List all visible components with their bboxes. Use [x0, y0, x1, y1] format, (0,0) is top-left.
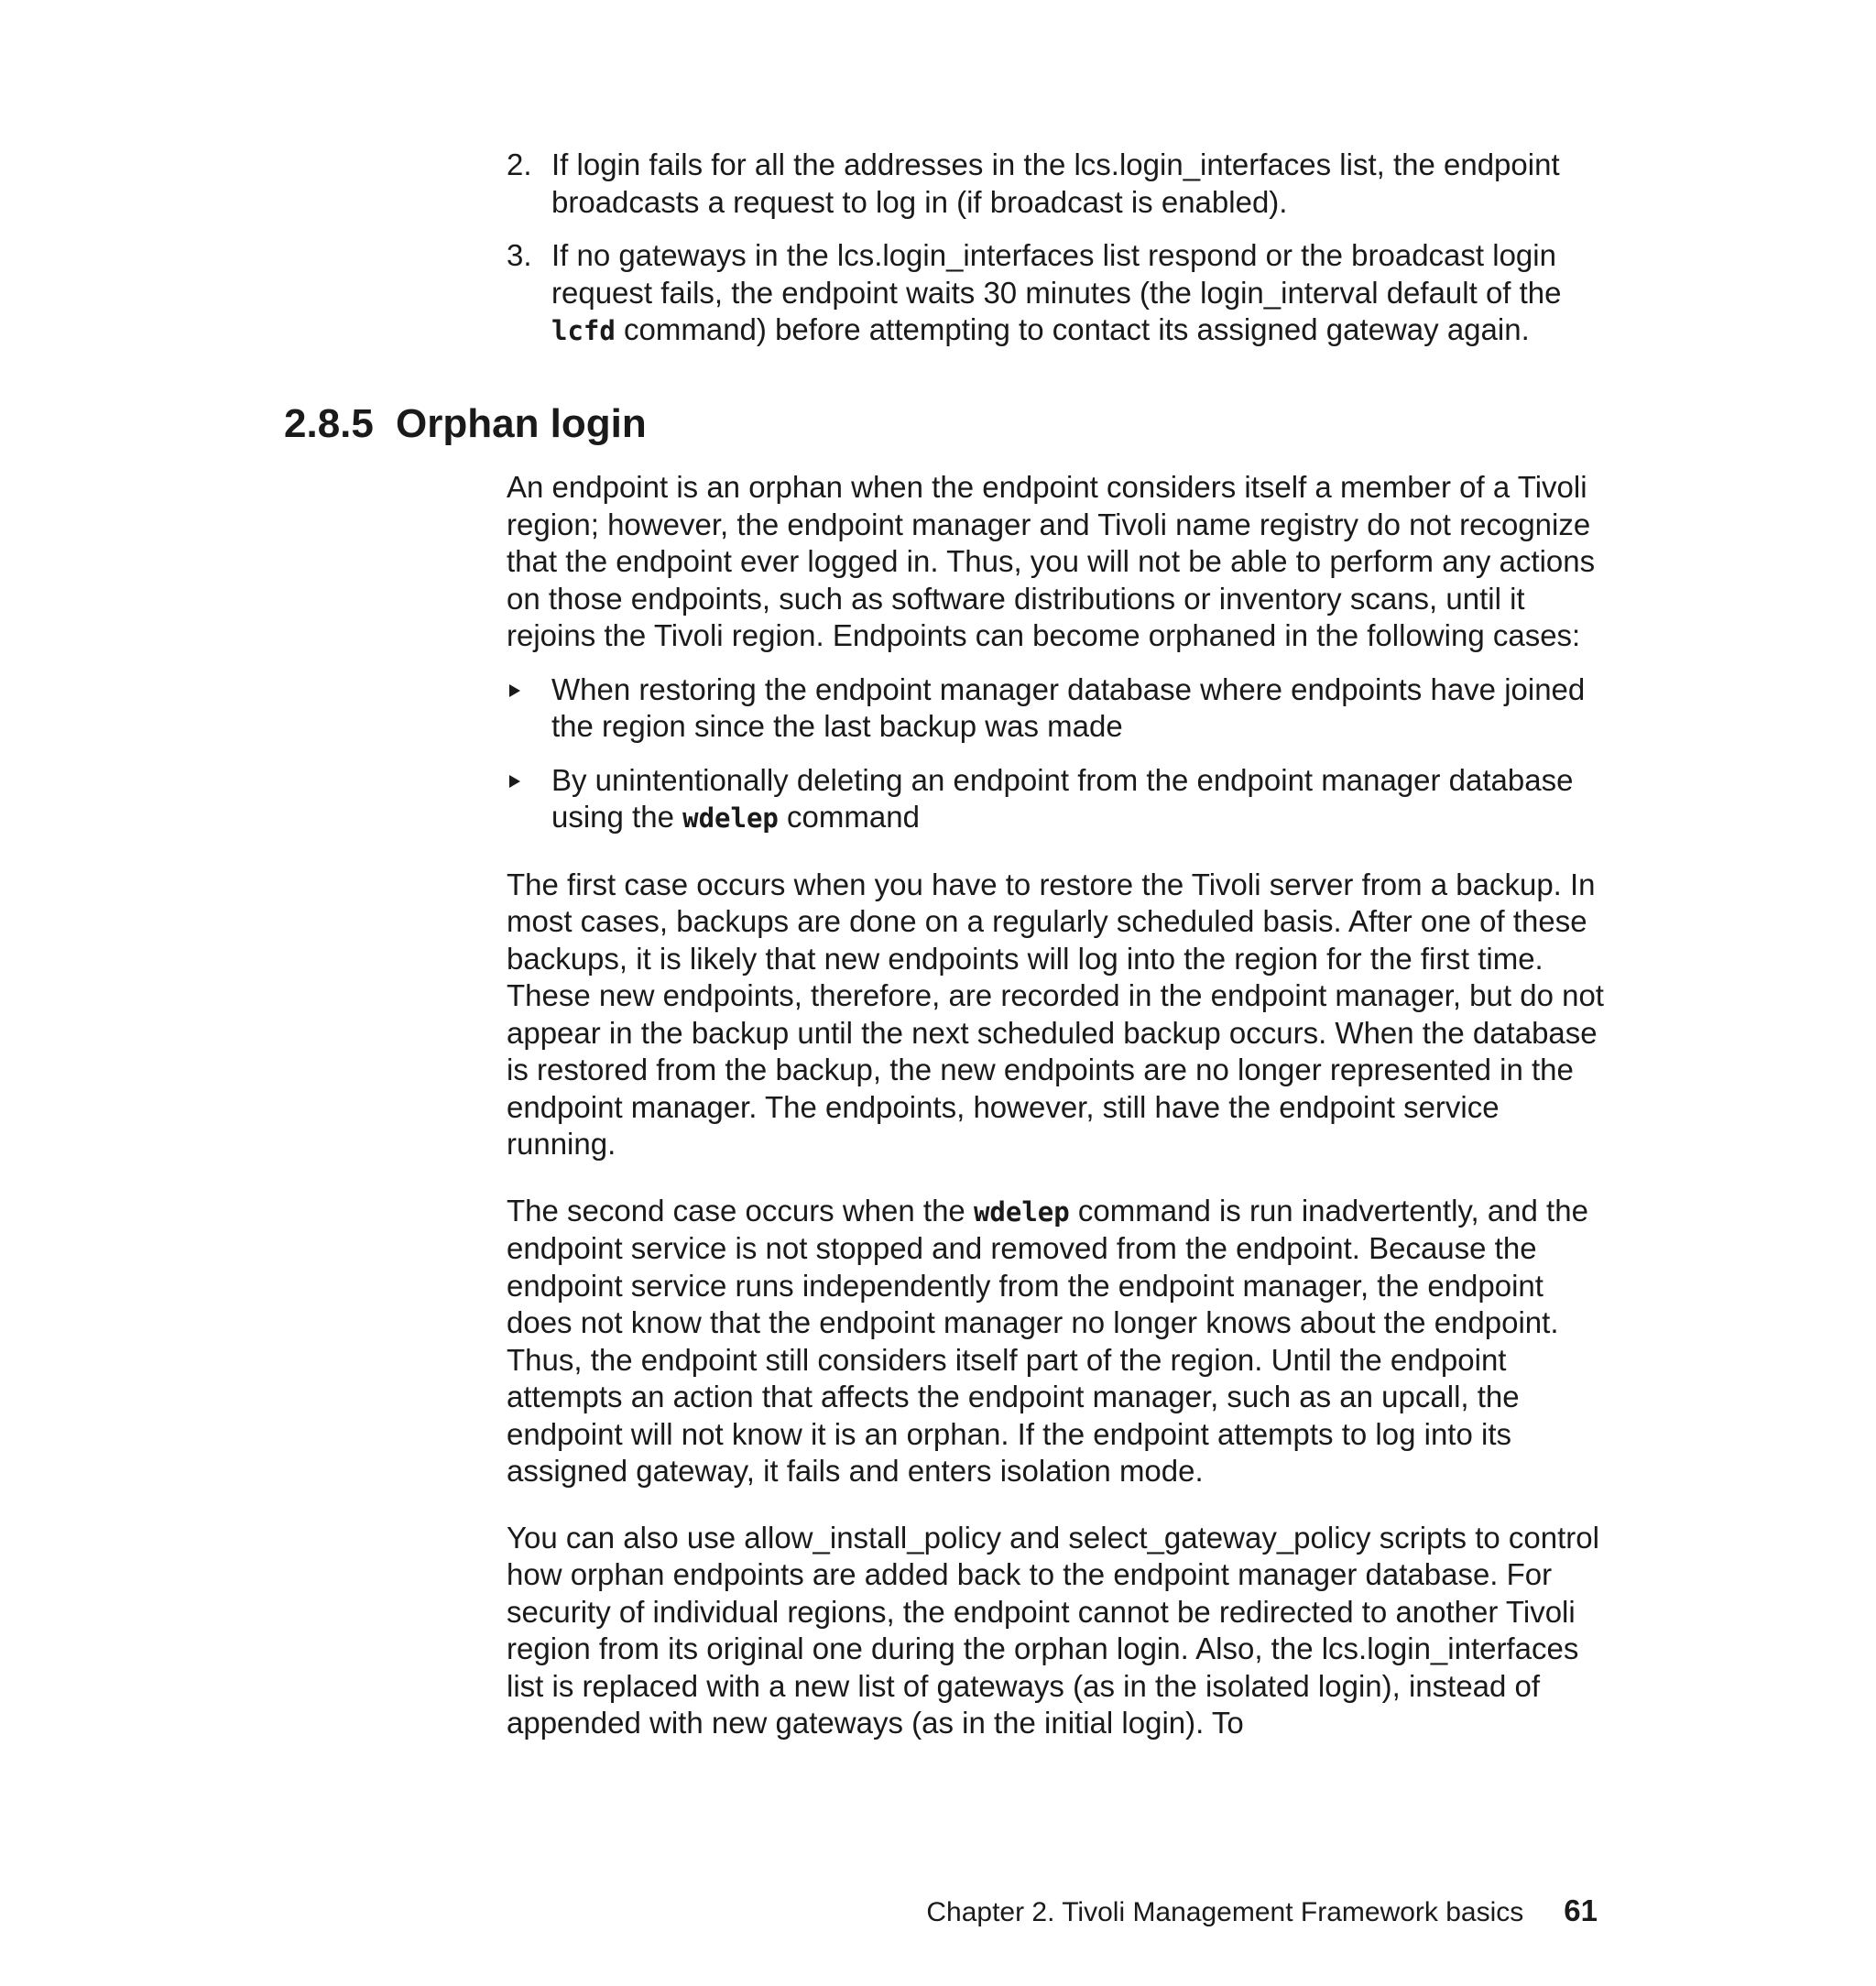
list-text: command) before attempting to contact its assigned gateway again. [624, 312, 1530, 346]
bullet-item [507, 671, 1606, 746]
list-number: 2. [507, 147, 532, 181]
bullet-text: By unintentionally deleting an endpoint from the endpoint manager database using the [551, 762, 1574, 834]
section-heading [284, 400, 647, 448]
bullet-text: When restoring the endpoint manager database where endpoints have joined the region since the last backup was made [551, 671, 1586, 743]
list-item [507, 237, 1606, 350]
command-wdelep: wdelep [682, 802, 779, 834]
bullet-list [507, 671, 1606, 837]
list-text: If no gateways in the lcs.login_interfaces list respond or the broadcast login request fails, the endpoint waits 30 minutes (the login_interval default of the [551, 238, 1562, 310]
chapter-title: Chapter 2. Tivoli Management Framework basics [926, 1897, 1524, 1927]
paragraph: You can also use allow_install_policy and select_gateway_policy scripts to control how orphan endpoints are added back to the endpoint manager database. For security of individual regions, the endpoint cannot be redirected to another Tivoli region from its original one during the orphan login. Also, the lcs.login_interfaces list is replaced with a new list of gateways (as in the isolated login), instead of appended with new gateways (as in the initial login). To [507, 1520, 1599, 1740]
command-lcfd: lcfd [551, 315, 616, 346]
paragraph-text: command is run inadvertently, and the endpoint service is not stopped and removed from the endpoint. Because the endpoint service runs independently from the endpoint manager, the endpoint does not know that the endpoint manager no longer knows about the endpoint. Thus, the endpoint still considers itself part of the region. Until the endpoint attempts an action that affects the endpoint manager, such as an upcall, the endpoint will not know it is an orphan. If the endpoint attempts to log into its assigned gateway, it fails and enters isolation mode. [507, 1193, 1588, 1488]
bullet-triangle-icon [509, 684, 520, 697]
list-item [507, 147, 1606, 221]
bullet-triangle-icon [509, 775, 520, 788]
page-number: 61 [1564, 1893, 1598, 1927]
page-footer [926, 1893, 1598, 1930]
paragraph: An endpoint is an orphan when the endpoint considers itself a member of a Tivoli region; however, the endpoint manager and Tivoli name registry do not recognize that the endpoint ever logged in. Thus, you will not be able to perform any actions on those endpoints, such as software distributions or inventory scans, until it rejoins the Tivoli region. Endpoints can become orphaned in the following cases: [507, 470, 1596, 652]
paragraph [507, 1193, 1606, 1490]
list-text: If login fails for all the addresses in the lcs.login_interfaces list, the endpoint broadcasts a request to log in (if broadcast is enabled). [551, 147, 1560, 219]
list-number: 3. [507, 238, 532, 272]
paragraph-text: The second case occurs when the [507, 1193, 965, 1228]
bullet-text: command [787, 800, 920, 834]
numbered-list [507, 147, 1606, 350]
section-title: Orphan login [396, 401, 647, 446]
paragraph: The first case occurs when you have to restore the Tivoli server from a backup. In most cases, backups are done on a regularly scheduled basis. After one of these backups, it is likely that new endpoints will log into the region for the first time. These new endpoints, therefore, are recorded in the endpoint manager, but do not appear in the backup until the next scheduled backup occurs. When the database is restored from the backup, the new endpoints are no longer represented in the endpoint manager. The endpoints, however, still have the endpoint service running. [507, 867, 1604, 1161]
section-number: 2.8.5 [284, 401, 374, 446]
body-column [507, 469, 1606, 1742]
bullet-item [507, 762, 1606, 837]
command-wdelep: wdelep [973, 1195, 1070, 1228]
